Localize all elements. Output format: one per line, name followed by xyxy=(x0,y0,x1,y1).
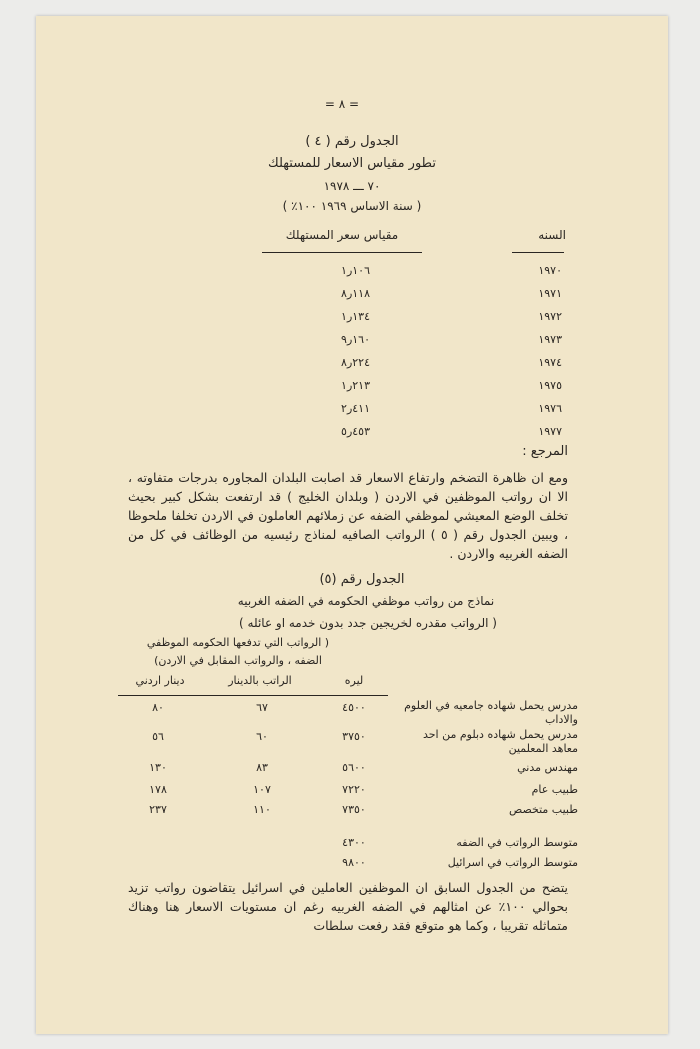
row-jordan: ١٧٨ xyxy=(149,783,167,796)
row-year: ١٩٧٥ xyxy=(538,379,562,392)
row-jordan: ٢٣٧ xyxy=(149,803,167,816)
table5-col-jordan: دينار اردني xyxy=(135,674,185,687)
row-job: مدرس يحمل شهاده دبلوم من احد معاهد المعلمين xyxy=(422,728,578,755)
row-value: ٢٢٤ر٨ xyxy=(341,356,370,369)
table4-title: الجدول رقم ( ٤ ) xyxy=(305,134,399,149)
reference-heading: المرجع : xyxy=(522,444,568,459)
body-paragraph-2: يتضح من الجدول السابق ان الموظفين العاملين في اسرائيل يتقاضون رواتب تزيد بحوالي ١٠٠٪ عن امثالهم في الضفه الغربيه رغم ان مستويات الاسعار هنا وهناك متماثله تقريبا ، وكما هو متوقع فقد رفعت سلطات xyxy=(128,880,569,933)
row-lira: ٧٣٥٠ xyxy=(342,803,366,816)
row-dinar: ٨٣ xyxy=(256,761,268,774)
row-year: ١٩٧٦ xyxy=(538,402,562,415)
row-lira: ٥٦٠٠ xyxy=(342,761,366,774)
row-dinar: ٦٠ xyxy=(256,730,268,743)
row-year: ١٩٧٠ xyxy=(538,264,562,277)
row-job: مدرس يحمل شهاده جامعيه في العلوم والاداب xyxy=(404,699,578,726)
table4-header-rule xyxy=(512,252,564,253)
row-dinar: ١٠٧ xyxy=(253,783,271,796)
row-value: ٢١٣ر١ xyxy=(341,379,370,392)
avg-west-bank-value: ٤٣٠٠ xyxy=(342,836,366,849)
table4-col-index: مقياس سعر المستهلك xyxy=(285,228,399,242)
row-lira: ٧٢٢٠ xyxy=(342,783,366,796)
table4-base-year: ( سنة الاساس ١٩٦٩ ١٠٠٪ ) xyxy=(282,199,422,213)
row-job: طبيب متخصص xyxy=(508,803,578,816)
row-year: ١٩٧٤ xyxy=(538,356,562,369)
row-job: طبيب عام xyxy=(531,783,578,796)
table4-years-span: ٧٠ ـــ ١٩٧٨ xyxy=(323,179,381,193)
page-number: = ٨ = xyxy=(324,97,360,111)
row-year: ١٩٧٧ xyxy=(538,425,562,438)
row-value: ١١٨ر٨ xyxy=(341,287,370,300)
avg-israel-label: متوسط الرواتب في اسرائيل xyxy=(447,856,578,869)
row-jordan: ٥٦ xyxy=(152,730,164,743)
table5-note: ( الرواتب مقدره لخريجين جدد بدون خدمه او عائله ) xyxy=(239,616,497,630)
row-value: ٤١١ر٢ xyxy=(341,402,370,415)
row-job: مهندس مدني xyxy=(517,761,578,774)
table5-col-dinar: الراتب بالدينار xyxy=(228,674,292,687)
table4-header-rule xyxy=(262,252,422,253)
avg-west-bank-label: متوسط الرواتب في الضفه xyxy=(456,836,578,849)
row-year: ١٩٧١ xyxy=(538,287,562,300)
row-lira: ٤٥٠٠ xyxy=(342,701,366,714)
row-jordan: ١٣٠ xyxy=(149,761,167,774)
table5-title: الجدول رقم (٥) xyxy=(319,572,405,587)
body-paragraph-1: ومع ان ظاهرة التضخم وارتفاع الاسعار قد اصابت البلدان المجاوره بدرجات متفاوته ، الا ان رواتب الموظفين في الاردن ( وبلدان الخليج ) قد ارتفعت بشكل كبير بحيث تخلف الوضع المعيشي لموظفي الضفه عن زملائهم العاملون في الاردن تخلفا ملحوظا ، ويبين الجدول رقم ( ٥ ) الرواتب الصافيه لمناذج رئيسيه من الوظائف في كل من الضفه الغربيه والاردن . xyxy=(128,470,568,561)
table5-header-line1: ( الرواتب التي تدفعها الحكومه الموظفي xyxy=(146,636,330,649)
table5-subtitle: نماذج من رواتب موظفي الحكومه في الضفه الغربيه xyxy=(237,594,495,608)
table5-col-lira: ليره xyxy=(344,674,364,687)
row-year: ١٩٧٢ xyxy=(538,310,562,323)
avg-israel-value: ٩٨٠٠ xyxy=(342,856,366,869)
row-value: ١٦٠ر٩ xyxy=(341,333,370,346)
row-jordan: ٨٠ xyxy=(152,701,164,714)
row-dinar: ١١٠ xyxy=(253,803,271,816)
row-year: ١٩٧٣ xyxy=(538,333,562,346)
table5-header-rule xyxy=(118,695,388,696)
row-value: ١٠٦ر١ xyxy=(341,264,370,277)
row-dinar: ٦٧ xyxy=(256,701,268,714)
table4-subtitle: تطور مقياس الاسعار للمستهلك xyxy=(268,156,436,171)
row-value: ١٣٤ر١ xyxy=(341,310,370,323)
row-value: ٤٥٣ر٥ xyxy=(341,425,370,438)
row-lira: ٣٧٥٠ xyxy=(342,730,366,743)
document-page xyxy=(36,16,668,1034)
table4-col-year: السنه xyxy=(538,228,566,242)
table5-header-line2: الضفه ، والرواتب المقابل في الاردن) xyxy=(154,654,322,667)
